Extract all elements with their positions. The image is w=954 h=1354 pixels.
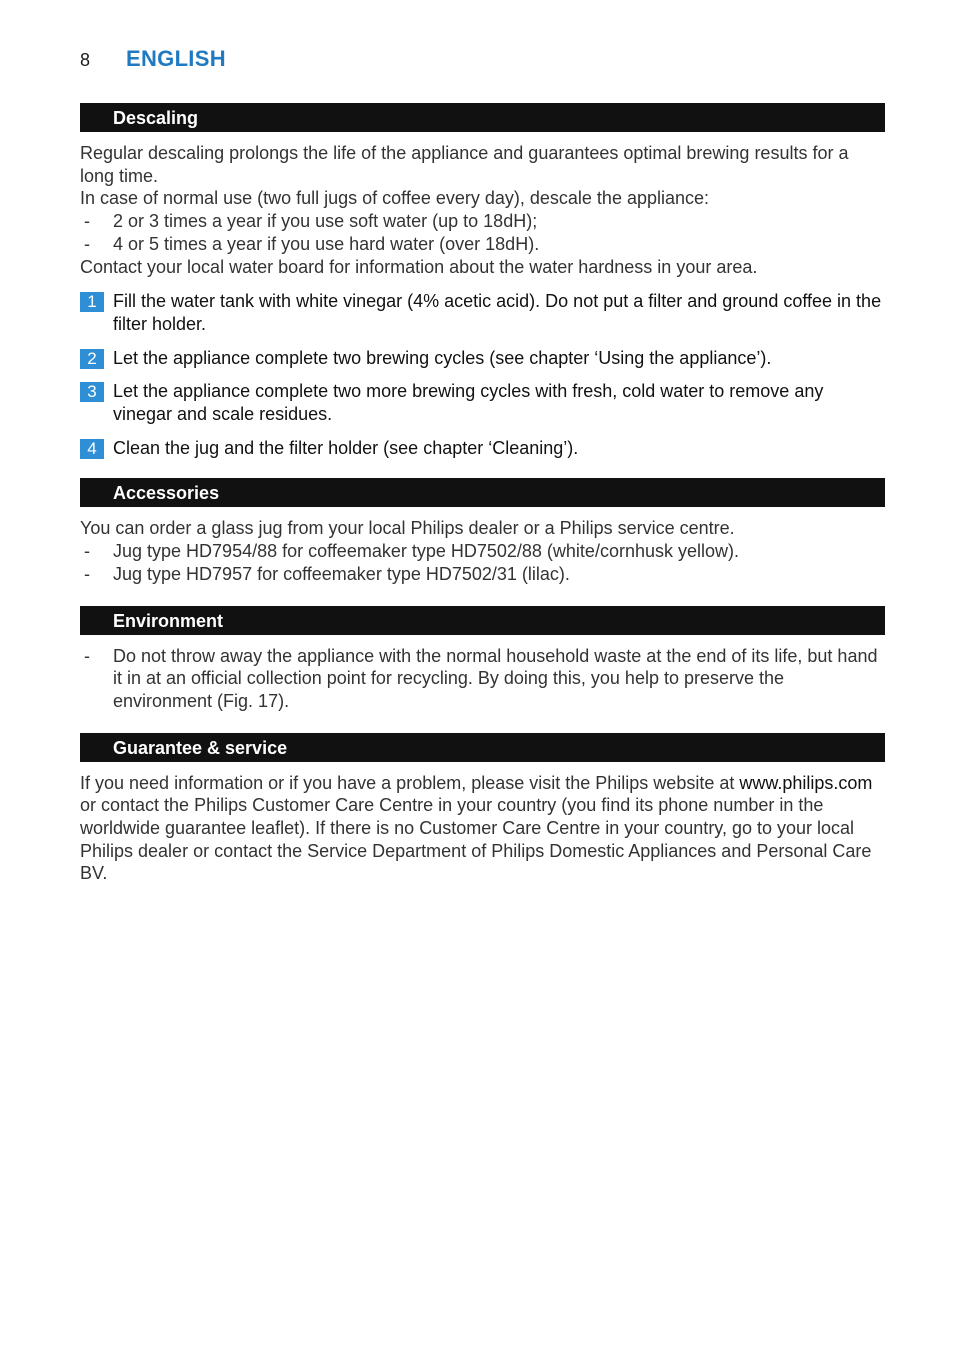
philips-website-link[interactable]: www.philips.com: [739, 772, 873, 793]
step-number: 2: [80, 349, 104, 369]
section-title-guarantee: Guarantee & service: [80, 733, 885, 762]
descaling-steps: [80, 290, 885, 459]
section-descaling: [80, 142, 885, 459]
section-title-accessories: Accessories: [80, 478, 885, 507]
step-item: 1 Fill the water tank with white vinegar (4% acetic acid). Do not put a filter and ground coffee in the filter holder.: [80, 290, 885, 335]
accessories-intro: You can order a glass jug from your local Philips dealer or a Philips service centre.: [80, 518, 735, 539]
step-item: 3 Let the appliance complete two more brewing cycles with fresh, cold water to remove any vinegar and scale residues.: [80, 380, 885, 425]
list-item: - 4 or 5 times a year if you use hard water (over 18dH).: [84, 233, 540, 254]
descaling-contact: Contact your local water board for information about the water hardness in your area.: [80, 256, 758, 277]
list-item: - 2 or 3 times a year if you use soft water (up to 18dH);: [84, 211, 538, 232]
list-item: - Jug type HD7957 for coffeemaker type HD7502/31 (lilac).: [84, 563, 570, 584]
guarantee-text: If you need information or if you have a problem, please visit the Philips website at www.philips.com or contact the Philips Customer Care Centre in your country (you find its phone number in the worldwide guarantee leaflet). If there is no Customer Care Centre in your country, go to your local Philips dealer or contact the Service Department of Philips Domestic Appliances and Personal Care BV.: [80, 772, 873, 884]
descaling-intro-2: In case of normal use (two full jugs of coffee every day), descale the appliance:: [80, 188, 710, 209]
step-item: 4 Clean the jug and the filter holder (see chapter ‘Cleaning’).: [80, 437, 885, 460]
descaling-intro-1: Regular descaling prolongs the life of the appliance and guarantees optimal brewing results for a long time.: [80, 143, 849, 186]
page-header: [80, 46, 226, 72]
section-title-descaling: Descaling: [80, 103, 885, 132]
section-environment: [80, 645, 885, 713]
section-accessories: [80, 517, 885, 585]
page-content: [80, 103, 885, 885]
language-heading: ENGLISH: [126, 46, 226, 71]
section-title-environment: Environment: [80, 606, 885, 635]
step-number: 4: [80, 439, 104, 459]
list-item: - Jug type HD7954/88 for coffeemaker type HD7502/88 (white/cornhusk yellow).: [84, 541, 739, 562]
step-item: 2 Let the appliance complete two brewing cycles (see chapter ‘Using the appliance’).: [80, 347, 885, 370]
step-number: 3: [80, 382, 104, 402]
list-item: - Do not throw away the appliance with the normal household waste at the end of its life, but hand it in at an official collection point for recycling. By doing this, you help to preserve the environment (Fig. 17).: [84, 645, 878, 711]
step-number: 1: [80, 292, 104, 312]
section-guarantee: [80, 772, 885, 886]
page-number: 8: [80, 50, 91, 70]
